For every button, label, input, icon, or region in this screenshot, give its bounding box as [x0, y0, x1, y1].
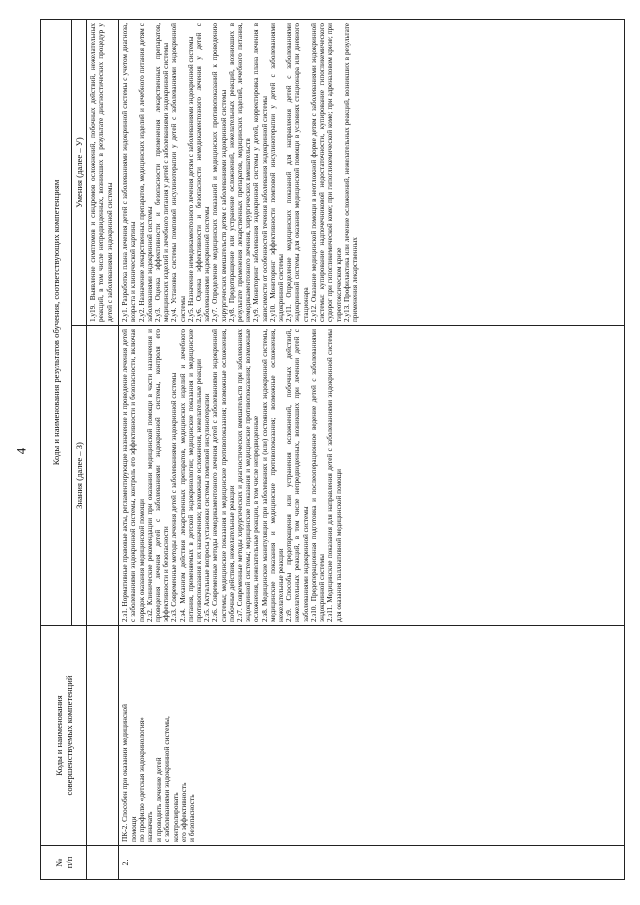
page-number: 4 [13, 447, 29, 455]
knowledge-item: 2.з4. Механизм действия лекарственных препаратов, медицинских изделий и лечебного питания, применяемых в детской эндокринологии; медицинские показания и медицинские противопоказания к их назначению; возможные осложнения, нежелательные реакции [178, 329, 204, 622]
knowledge-item: 2.з9. Способы предотвращения или устранения осложнений, побочных действий, нежелательных реакций, в том числе непредвиденных, возникших при лечении детей с заболеваниями эндокринной системы [285, 329, 310, 622]
competency-table-sheet [40, 20, 625, 880]
header-results-group: Коды и наименования результатов обучения, соответствующих компетенциям [41, 20, 72, 626]
row0-knowledge [87, 326, 119, 626]
competency-line: и безопасность [187, 794, 197, 842]
competency-line: по профилю «детская эндокринология» [137, 717, 147, 842]
knowledge-item: 2.з8. Медицинские манипуляции при заболеваниях и (или) состояниях эндокринной системы, медицинские показания и медицинские противопоказания; возможные осложнения, нежелательные реакции [260, 329, 286, 622]
competency-line: и проводить лечение детей [153, 757, 163, 842]
skill-item: 1.у19. Выявление симптомов и синдромов осложнений, побочных действий, нежелательных реакций, в том числе непредвиденных, возникших в результате диагностических процедур у детей с заболеваниями эндокринной системы [89, 23, 114, 322]
skill-item: 2.у6. Оценка эффективности и безопасности немедикаментозного лечения у детей с заболеваниями эндокринной системы [195, 23, 212, 322]
row1-knowledge [119, 326, 625, 626]
row0-competency [87, 626, 119, 846]
skill-item: 2.у1. Разработка плана лечения детей с заболеваниями эндокринной системы с учетом диагноза, возраста и клинической картины [121, 23, 138, 322]
skill-item: 2.у12. Оказание медицинской помощи в неотложной форме детям с заболеваниями эндокринной системы: купирование надпочечниковой недостаточности, купирование гипогликемического судорог при гипогликемической коме; при гипогликемической коме; при адреналовом кризе; при тиреотоксическом кризе [309, 23, 343, 322]
skill-item: 2.у5. Назначение немедикаментозного лечения детям с заболеваниями эндокринной системы [186, 36, 195, 322]
row0-skills [87, 20, 119, 326]
competency-line: ПК-2. Способен при оказании медицинской [120, 703, 130, 842]
competency-line: помощи [128, 816, 138, 842]
skill-item: 2.у11. Определение медицинских показаний для направления детей с заболеваниями эндокринной системы для оказания медицинской помощи в условиях стационара или дневного стационара [285, 23, 310, 322]
skill-item: 2.у3. Оценка эффективности и безопасности применения лекарственных препаратов, медицинских изделий и лечебного питания у детей с заболеваниями эндокринной системы [154, 23, 171, 322]
knowledge-item: 2.з2. Клинические рекомендации при оказании медицинской помощи в части назначения и проведения лечения детей с заболеваниями эндокринной системы, контроля его эффективности и безопасности [145, 329, 171, 622]
knowledge-item: 2.з3. Современные методы лечения детей с заболеваниями эндокринной системы [170, 372, 179, 622]
knowledge-item: 2.з5. Актуальные вопросы установки системы помповой инсулинотерапии [203, 393, 212, 622]
skill-item: 2.у13. Профилактика или лечение осложнений, нежелательных реакций, возникших в результате применения лекарственных [342, 23, 359, 322]
table-row [119, 20, 625, 880]
skill-item: 2.у10. Мониторинг эффективности помповой инсулинотерапии у детей с заболеваниями эндокринной системы [268, 23, 286, 322]
skill-item: 2.у9. Мониторинг заболевания эндокринной системы у детей, корректировка плана лечения в зависимости от особенностей течения заболевания эндокринной системы [252, 23, 269, 322]
header-knowledge: Знания (далее – З) [72, 326, 87, 626]
competency-line: с заболеваниями эндокринной системы, [162, 716, 172, 842]
competency-line: его эффективность [179, 782, 189, 842]
table-row [87, 20, 119, 880]
skill-item: 2.у4. Установка системы помповой инсулинотерапии у детей с заболеваниями эндокринной системы [170, 23, 187, 322]
header-num: № п/п [41, 846, 87, 880]
row1-skills [119, 20, 625, 326]
knowledge-item: 2.з1. Нормативные правовые акты, регламентирующие назначение и проведение лечения детей с заболеваниями эндокринной системы, контроль его эффективности и безопасности, включая порядок оказания медицинской помощи [121, 329, 146, 622]
header-skills: Умения (далее – У) [72, 20, 87, 326]
knowledge-item: 2.з7. Современные методы хирургических и диагностических вмешательств при заболеваниях эндокринной системы; медицинские показания и медицинские противопоказания; возможные осложнения, нежелательные реакции, в том числе непредвиденные [236, 329, 261, 622]
competency-line: контролировать [170, 792, 180, 842]
knowledge-item: 2.з6. Современные методы немедикаментозного лечения детей с заболеваниями эндокринной системы; медицинские показания и медицинские противопоказания; возможные осложнения, побочные действия, нежелательные реакции [211, 329, 236, 622]
row1-competency [119, 626, 625, 846]
competency-table [40, 19, 625, 880]
header-row-1 [41, 20, 72, 880]
skill-item: 2.у8. Предотвращение или устранение осложнений, нежелательных реакций, возникших в результате применения лекарственных препаратов, медицинских изделий, лечебного питания, немедикаментозного лечения, хирургических вмешательств [227, 23, 253, 322]
header-competency: Коды и наименования совершенствуемых компетенций [41, 626, 87, 846]
skill-item: 2.у2. Назначение лекарственных препаратов, медицинских изделий и лечебного питания детям с заболеваниями эндокринной системы [137, 23, 154, 322]
row0-num [87, 846, 119, 880]
knowledge-item: 2.з11. Медицинские показания для направления детей с заболеваниями эндокринной системы для оказания паллиативной медицинской помощи [326, 329, 343, 622]
competency-line: назначать [145, 811, 155, 842]
knowledge-item: 2.з10. Предоперационная подготовка и послеоперационное ведение детей с заболеваниями эндокринной системы [309, 329, 327, 622]
skill-item: 2.у7. Определение медицинских показаний и медицинских противопоказаний к проведению хирургических вмешательств детям с заболеваниями эндокринной системы [211, 23, 228, 322]
row1-num: 2. [119, 846, 625, 880]
